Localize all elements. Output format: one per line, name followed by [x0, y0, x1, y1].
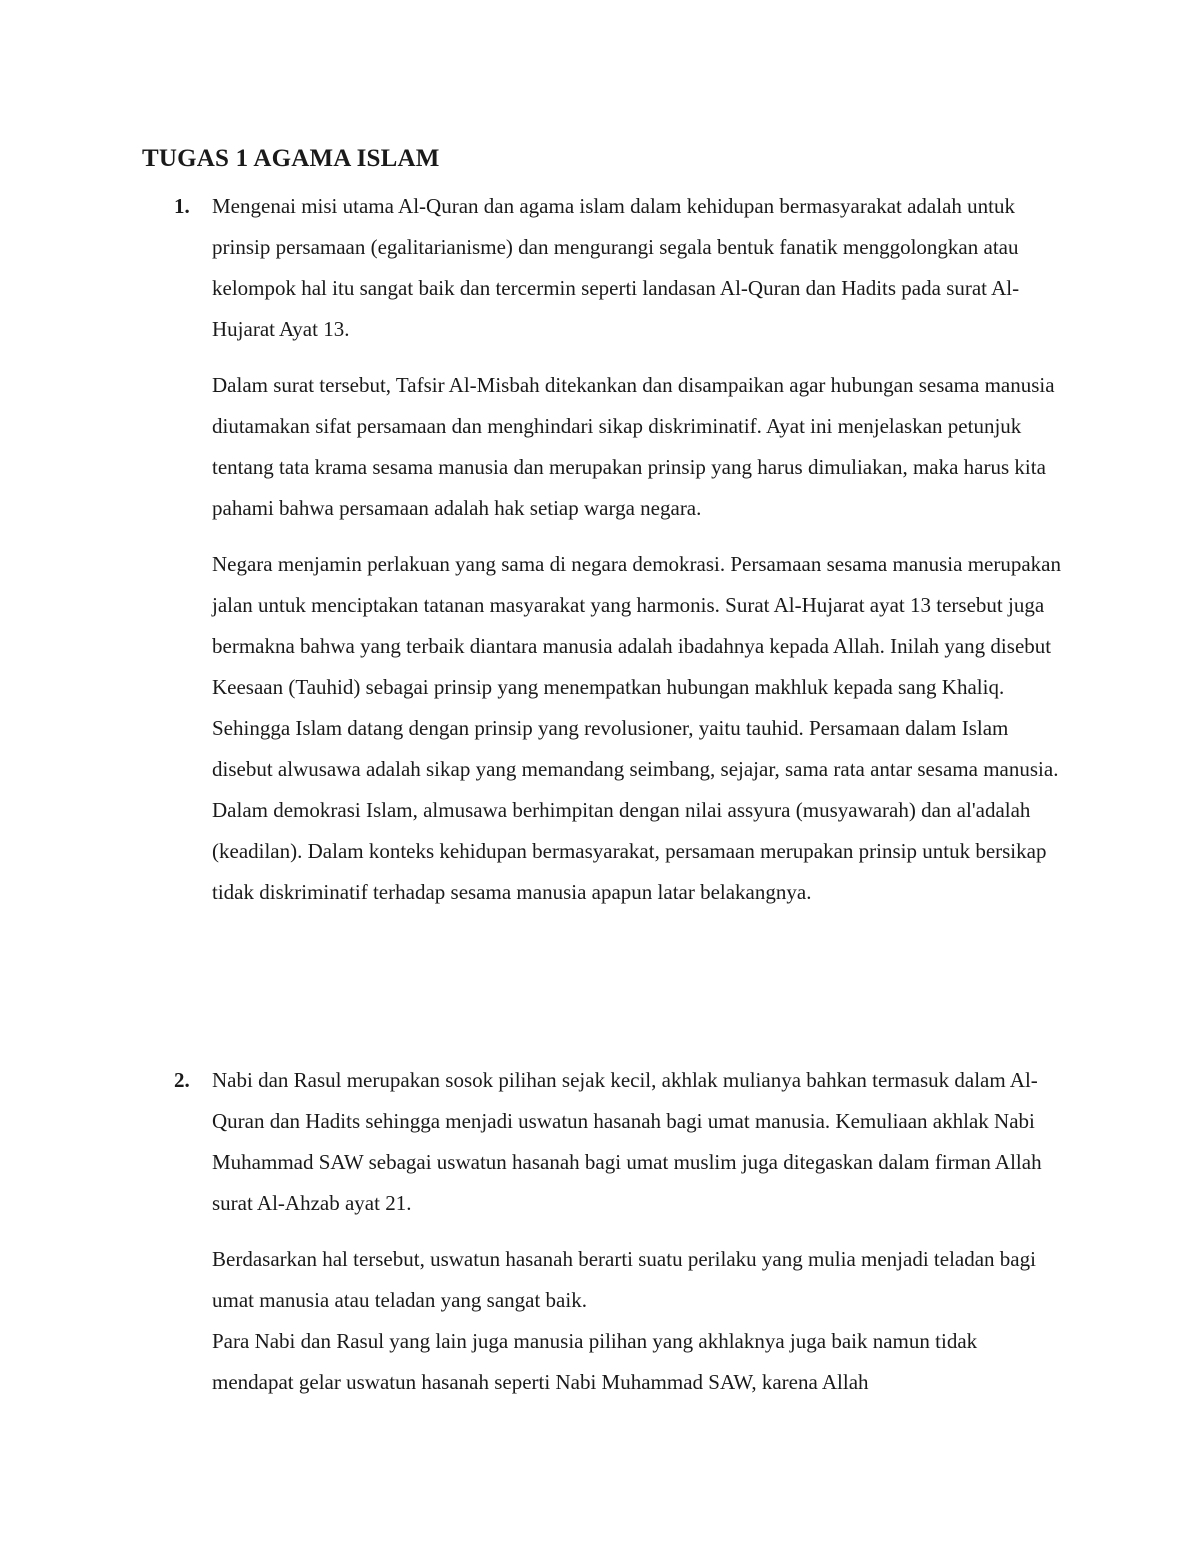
list-item-number: 2. [174, 1068, 190, 1092]
list-item-body [212, 1060, 1062, 1403]
list-item-body [212, 186, 1062, 913]
paragraph: Negara menjamin perlakuan yang sama di negara demokrasi. Persamaan sesama manusia merupakan jalan untuk menciptakan tatanan masyarakat yang harmonis. Surat Al-Hujarat ayat 13 tersebut juga bermakna bahwa yang terbaik diantara manusia adalah ibadahnya kepada Allah. Inilah yang disebut Keesaan (Tauhid) sebagai prinsip yang menempatkan hubungan makhluk kepada sang Khaliq. Sehingga Islam datang dengan prinsip yang revolusioner, yaitu tauhid. Persamaan dalam Islam disebut alwusawa adalah sikap yang memandang seimbang, sejajar, sama rata antar sesama manusia. Dalam demokrasi Islam, almusawa berhimpitan dengan nilai assyura (musyawarah) dan al'adalah (keadilan). Dalam konteks kehidupan bermasyarakat, persamaan merupakan prinsip untuk bersikap tidak diskriminatif terhadap sesama manusia apapun latar belakangnya. [212, 552, 1062, 904]
paragraph: Mengenai misi utama Al-Quran dan agama islam dalam kehidupan bermasyarakat adalah untuk prinsip persamaan (egalitarianisme) dan mengurangi segala bentuk fanatik menggolongkan atau kelompok hal itu sangat baik dan tercermin seperti landasan Al-Quran dan Hadits pada surat Al-Hujarat Ayat 13. [212, 194, 1020, 341]
paragraph: Dalam surat tersebut, Tafsir Al-Misbah ditekankan dan disampaikan agar hubungan sesama manusia diutamakan sifat persamaan dan menghindari sikap diskriminatif. Ayat ini menjelaskan petunjuk tentang tata krama sesama manusia dan merupakan prinsip yang harus dimuliakan, maka harus kita pahami bahwa persamaan adalah hak setiap warga negara. [212, 373, 1055, 520]
paragraph: Berdasarkan hal tersebut, uswatun hasanah berarti suatu perilaku yang mulia menjadi teladan bagi umat manusia atau teladan yang sangat baik. [212, 1247, 1036, 1312]
list-item-number: 1. [174, 194, 190, 218]
paragraph: Nabi dan Rasul merupakan sosok pilihan sejak kecil, akhlak mulianya bahkan termasuk dalam Al-Quran dan Hadits sehingga menjadi uswatun hasanah bagi umat manusia. Kemuliaan akhlak Nabi Muhammad SAW sebagai uswatun hasanah bagi umat muslim juga ditegaskan dalam firman Allah surat Al-Ahzab ayat 21. [212, 1068, 1042, 1215]
document-title: TUGAS 1 AGAMA ISLAM [142, 145, 440, 172]
paragraph: Para Nabi dan Rasul yang lain juga manusia pilihan yang akhlaknya juga baik namun tidak mendapat gelar uswatun hasanah seperti Nabi Muhammad SAW, karena Allah [212, 1329, 978, 1394]
